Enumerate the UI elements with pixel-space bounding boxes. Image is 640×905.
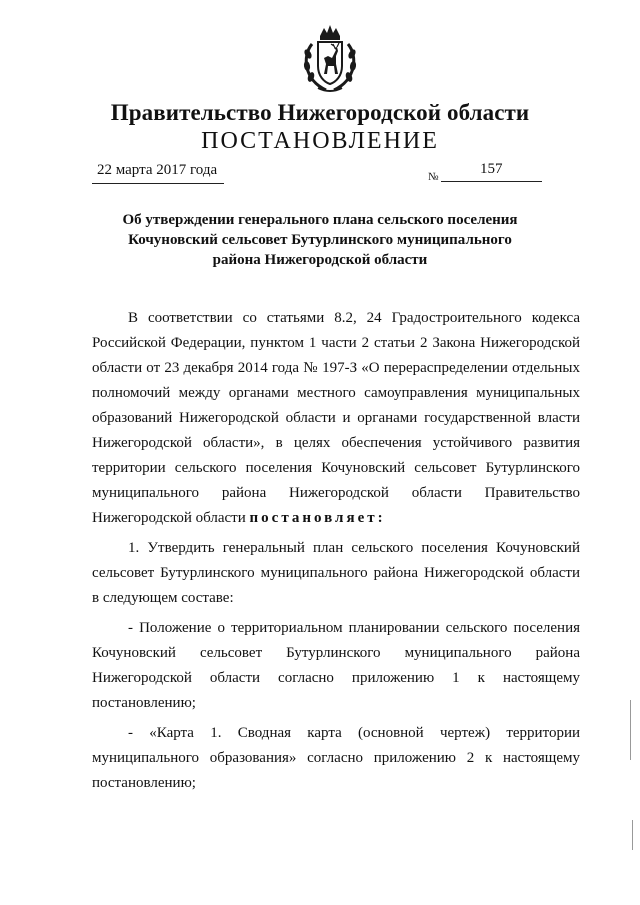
body-line: территории сельского поселения Кочуновский сельсовет Бутурлинского [92, 460, 580, 476]
body-line: - «Карта 1. Сводная карта (основной чертеж) территории [128, 725, 580, 741]
body-line: Нижегородской области согласно приложению 1 к настоящему [92, 670, 580, 686]
body-line: образований Нижегородской области и органами государственной власти [92, 410, 580, 426]
subject-line: Об утверждении генерального плана сельского поселения [122, 212, 518, 228]
body-line: В соответствии со статьями 8.2, 24 Градостроительного кодекса [128, 310, 580, 326]
body-line: Кочуновский сельсовет Бутурлинского муниципального района [92, 645, 580, 661]
paragraph-preamble [92, 306, 580, 531]
body-line: полномочий между органами местного самоуправления муниципальных [92, 385, 580, 401]
document-date: 22 марта 2017 года [97, 162, 218, 178]
number-sign: № [428, 171, 439, 183]
coat-of-arms-icon [298, 22, 362, 94]
document-body [92, 306, 580, 796]
paragraph-list-item [92, 616, 580, 716]
body-line-text: Нижегородской области [92, 510, 250, 526]
scan-artifact [630, 700, 631, 760]
document-subject [90, 210, 550, 270]
body-line: муниципального района Нижегородской области Правительство [92, 485, 580, 501]
organization-title: Правительство Нижегородской области [110, 100, 530, 125]
scan-artifact [632, 820, 633, 850]
body-line: в следующем составе: [92, 590, 234, 606]
document-type: ПОСТАНОВЛЕНИЕ [201, 128, 439, 154]
body-line: постановлению; [92, 775, 196, 791]
body-line: сельсовет Бутурлинского муниципального района Нижегородской области [92, 565, 580, 581]
number-underline [441, 181, 542, 182]
body-line: муниципального образования» согласно приложению 2 к настоящему [92, 750, 580, 766]
body-line: 1. Утвердить генеральный план сельского поселения Кочуновский [128, 540, 580, 556]
paragraph-item-1 [92, 536, 580, 611]
body-line: постановлению; [92, 695, 196, 711]
body-line: области от 23 декабря 2014 года № 197-З «О перераспределении отдельных [92, 360, 580, 376]
body-line: - Положение о территориальном планировании сельского поселения [128, 620, 580, 636]
body-line: Нижегородской области», в целях обеспечения устойчивого развития [92, 435, 580, 451]
body-line [92, 506, 580, 531]
resolution-keyword: постановляет: [249, 510, 386, 526]
paragraph-list-item [92, 721, 580, 796]
document-number: 157 [480, 161, 503, 177]
date-underline [92, 183, 224, 184]
body-line: Российской Федерации, пунктом 1 части 2 статьи 2 Закона Нижегородской [92, 335, 580, 351]
subject-line: района Нижегородской области [212, 252, 428, 268]
subject-line: Кочуновский сельсовет Бутурлинского муниципального [128, 232, 512, 248]
